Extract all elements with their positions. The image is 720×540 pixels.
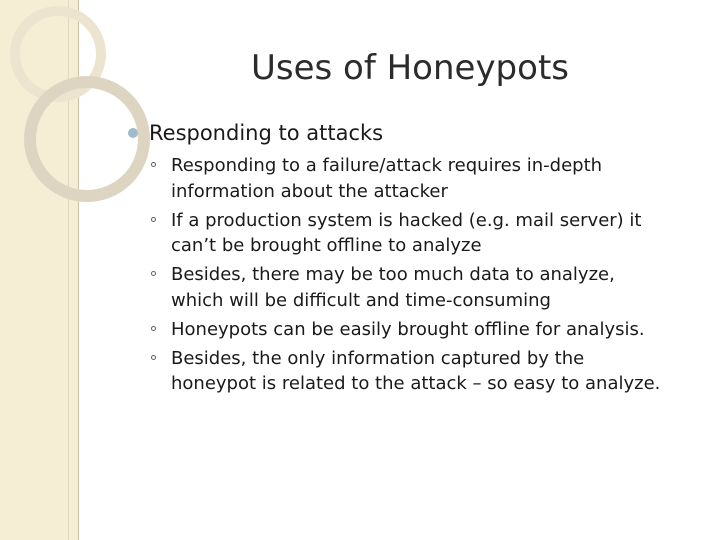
sub-bullet-list xyxy=(128,153,668,397)
slide-body xyxy=(128,116,668,400)
ring-bullet-icon xyxy=(151,355,156,360)
bullet-dot-icon xyxy=(128,128,138,138)
bullet-text: Responding to attacks xyxy=(149,121,384,145)
ring-bullet-icon xyxy=(151,271,156,276)
sub-bullet-text: Responding to a failure/attack requires in-depth information about the attacker xyxy=(171,155,603,202)
slide-title: Uses of Honeypots xyxy=(250,48,569,88)
sub-bullet-item xyxy=(128,262,668,313)
ring-bullet-icon xyxy=(151,217,156,222)
sub-bullet-item xyxy=(128,346,668,397)
sub-bullet-text: Honeypots can be easily brought offline for analysis. xyxy=(171,318,645,340)
bullet-item xyxy=(128,116,668,150)
ring-bullet-icon xyxy=(151,326,156,331)
sub-bullet-text: Besides, there may be too much data to analyze, which will be difficult and time-consuming xyxy=(171,264,615,311)
sub-bullet-item xyxy=(128,317,668,343)
sub-bullet-text: If a production system is hacked (e.g. mail server) it can’t be brought offline to analyze xyxy=(171,209,642,256)
sub-bullet-item xyxy=(128,153,668,204)
sub-bullet-text: Besides, the only information captured by the honeypot is related to the attack – so easy to analyze. xyxy=(171,347,661,394)
sub-bullet-item xyxy=(128,208,668,259)
ring-bullet-icon xyxy=(151,162,156,167)
